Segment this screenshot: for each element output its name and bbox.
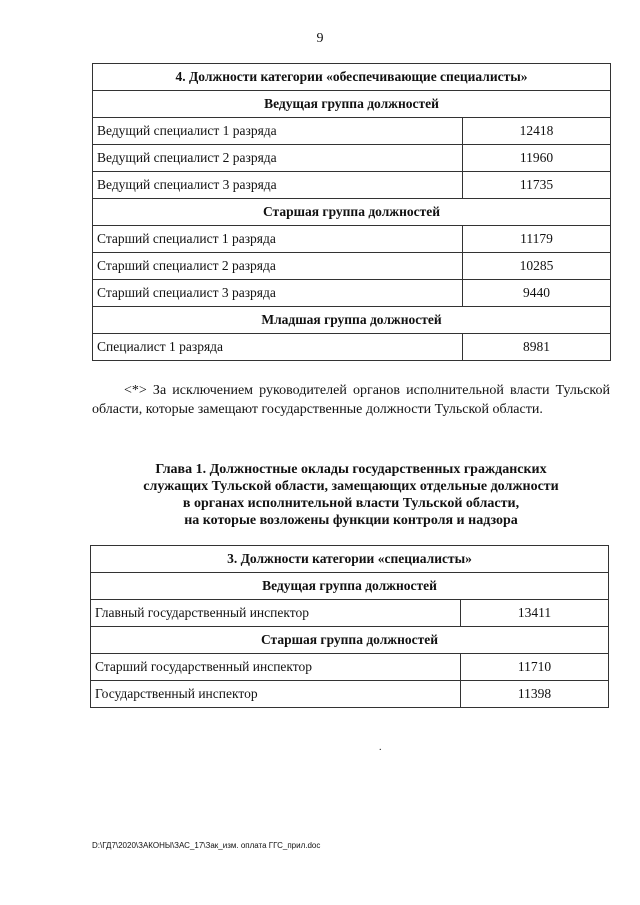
position-name: Государственный инспектор [91,681,461,708]
footnote: <*> За исключением руководителей органов исполнительной власти Тульской области, которые замещают государственные должности Тульской области. [92,383,610,417]
position-name: Старший специалист 3 разряда [93,280,463,307]
position-name: Ведущий специалист 3 разряда [93,172,463,199]
chapter-title-line: в органах исполнительной власти Тульской области, [182,496,520,511]
group-header-leading: Ведущая группа должностей [93,91,611,118]
table-row [93,118,611,145]
table-row [93,253,611,280]
position-name: Старший специалист 1 разряда [93,226,463,253]
table-row [91,681,609,708]
salary-value: 11179 [463,226,611,253]
position-name: Специалист 1 разряда [93,334,463,361]
table-row [93,145,611,172]
salary-value: 8981 [463,334,611,361]
position-name: Старший специалист 2 разряда [93,253,463,280]
salary-value: 10285 [463,253,611,280]
salary-value: 12418 [463,118,611,145]
chapter-title [92,461,610,529]
group-header-junior: Младшая группа должностей [93,307,611,334]
page-number: 9 [316,31,324,46]
chapter-title-line: Глава 1. Должностные оклады государственных гражданских [155,462,547,477]
group-header-senior: Старшая группа должностей [93,199,611,226]
salary-value: 11960 [463,145,611,172]
salary-value: 11710 [461,654,609,681]
table-category-header: 4. Должности категории «обеспечивающие специалисты» [93,64,611,91]
group-header-senior: Старшая группа должностей [91,627,609,654]
position-name: Ведущий специалист 1 разряда [93,118,463,145]
salary-table-support-specialists [92,63,611,361]
salary-value: 9440 [463,280,611,307]
stray-dot: . [379,742,382,753]
table-category-header: 3. Должности категории «специалисты» [91,546,609,573]
chapter-title-line: служащих Тульской области, замещающих отдельные должности [143,479,559,494]
salary-value: 11735 [463,172,611,199]
position-name: Главный государственный инспектор [91,600,461,627]
table-row [91,600,609,627]
position-name: Ведущий специалист 2 разряда [93,145,463,172]
salary-table-specialists [90,545,609,708]
table-row [93,172,611,199]
table-row [93,334,611,361]
table-row [91,654,609,681]
chapter-title-line: на которые возложены функции контроля и надзора [184,513,518,528]
file-path-footer: D:\ГД7\2020\ЗАКОНЫ\ЗАС_17\Зак_изм. оплата ГГС_прил.doc [92,841,321,850]
position-name: Старший государственный инспектор [91,654,461,681]
table-row [93,226,611,253]
group-header-leading: Ведущая группа должностей [91,573,609,600]
salary-value: 13411 [461,600,609,627]
salary-value: 11398 [461,681,609,708]
table-row [93,280,611,307]
